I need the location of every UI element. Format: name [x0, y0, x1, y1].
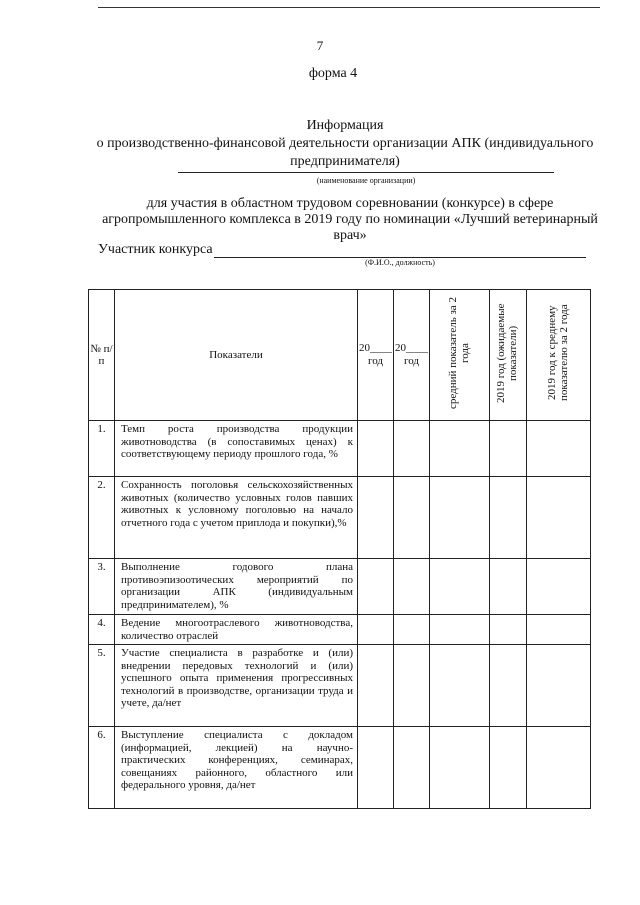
cell-average[interactable]	[430, 477, 490, 559]
cell-year-1[interactable]	[358, 559, 394, 615]
purpose-text: для участия в областном трудовом соревновании (конкурсе) в сфере агропромышленного комплекса в 2019 году по номинации «Лучший ветеринарный врач»	[102, 196, 598, 243]
cell-expected[interactable]	[490, 645, 527, 727]
cell-year-2[interactable]	[394, 645, 430, 727]
row-indicator: Темп роста производства продукции животноводства (в сопоставимых ценах) к соответствующему периоду прошлого года, %	[115, 421, 358, 477]
cell-year-1[interactable]	[358, 615, 394, 645]
row-num: 6.	[89, 727, 115, 809]
row-indicator: Выполнение годового плана противоэпизоотических мероприятий по организации АПК (индивидуальным предпринимателем), %	[115, 559, 358, 615]
header-year-1: 20____ год	[358, 290, 394, 421]
cell-year-1[interactable]	[358, 421, 394, 477]
participant-label: Участник конкурса	[98, 242, 213, 257]
cell-average[interactable]	[430, 645, 490, 727]
header-ratio: 2019 год к среднему показателю за 2 года	[527, 290, 591, 421]
table-header-row	[89, 290, 591, 421]
table-row	[89, 727, 591, 809]
table-row	[89, 615, 591, 645]
cell-expected[interactable]	[490, 477, 527, 559]
organization-caption: (наименование организации)	[316, 176, 416, 185]
row-num: 5.	[89, 645, 115, 727]
cell-expected[interactable]	[490, 421, 527, 477]
fio-caption: (Ф.И.О., должность)	[365, 258, 435, 267]
cell-year-1[interactable]	[358, 477, 394, 559]
cell-average[interactable]	[430, 615, 490, 645]
cell-year-2[interactable]	[394, 615, 430, 645]
header-expected: 2019 год (ожидаемые показатели)	[490, 290, 527, 421]
table-row	[89, 477, 591, 559]
row-num: 1.	[89, 421, 115, 477]
cell-ratio[interactable]	[527, 645, 591, 727]
cell-ratio[interactable]	[527, 477, 591, 559]
cell-average[interactable]	[430, 727, 490, 809]
header-year-2: 20____ год	[394, 290, 430, 421]
cell-ratio[interactable]	[527, 727, 591, 809]
row-num: 3.	[89, 559, 115, 615]
cell-year-2[interactable]	[394, 727, 430, 809]
cell-year-1[interactable]	[358, 727, 394, 809]
cell-expected[interactable]	[490, 727, 527, 809]
cell-ratio[interactable]	[527, 615, 591, 645]
cell-year-1[interactable]	[358, 645, 394, 727]
header-num: № п/п	[89, 290, 115, 421]
header-indicators: Показатели	[115, 290, 358, 421]
organization-name-line	[178, 172, 554, 173]
form-label: форма 4	[308, 66, 358, 81]
row-num: 4.	[89, 615, 115, 645]
cell-ratio[interactable]	[527, 559, 591, 615]
table-row	[89, 421, 591, 477]
row-indicator: Ведение многоотраслевого животноводства, количество отраслей	[115, 615, 358, 645]
row-num: 2.	[89, 477, 115, 559]
cell-average[interactable]	[430, 421, 490, 477]
table-row	[89, 645, 591, 727]
cell-expected[interactable]	[490, 615, 527, 645]
page-number: 7	[316, 38, 324, 53]
cell-expected[interactable]	[490, 559, 527, 615]
top-rule	[98, 7, 600, 8]
cell-year-2[interactable]	[394, 477, 430, 559]
indicators-table	[88, 289, 591, 809]
cell-year-2[interactable]	[394, 421, 430, 477]
table-row	[89, 559, 591, 615]
document-title	[85, 117, 605, 171]
row-indicator: Сохранность поголовья сельскохозяйственных животных (количество условных голов павших животных к условному поголовью на начало отчетного года с учетом приплода и покупки),%	[115, 477, 358, 559]
title-line-1: Информация	[306, 118, 384, 133]
header-average: средний показатель за 2 года	[430, 290, 490, 421]
row-indicator: Участие специалиста в разработке и (или) внедрении передовых технологий и (или) успешного опыта применения прогрессивных технологий в производстве, организации труда и учете, да/нет	[115, 645, 358, 727]
cell-average[interactable]	[430, 559, 490, 615]
cell-ratio[interactable]	[527, 421, 591, 477]
row-indicator: Выступление специалиста с докладом (информацией, лекцией) на научно-практических конференциях, семинарах, совещаниях районного, областного или федерального уровня, да/нет	[115, 727, 358, 809]
title-line-2: о производственно-финансовой деятельности организации АПК (индивидуального предпринимателя)	[96, 136, 594, 169]
cell-year-2[interactable]	[394, 559, 430, 615]
